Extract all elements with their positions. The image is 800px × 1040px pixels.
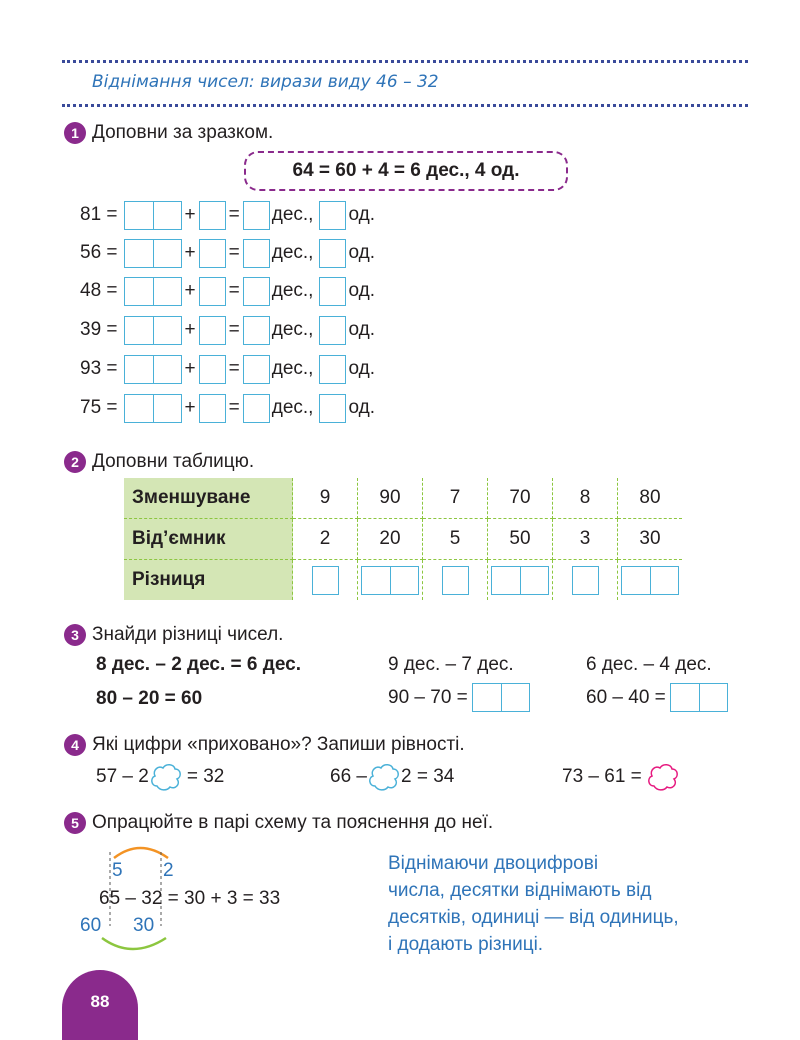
task3-badge: 3 <box>64 624 86 646</box>
answer-box-double[interactable] <box>124 355 182 384</box>
answer-box-double[interactable] <box>124 316 182 345</box>
explanation-line: числа, десятки віднімають від <box>388 880 652 901</box>
task1-row <box>80 353 375 385</box>
row-number: 56 = <box>80 242 118 263</box>
plus-sign: + <box>184 358 196 379</box>
table-cell: 20 <box>358 519 423 560</box>
task4-expr3 <box>562 762 681 792</box>
equals-sign: = <box>228 319 240 340</box>
row-label-subtrahend: Від’ємник <box>124 519 293 560</box>
scheme-bottom-left: 60 <box>80 915 102 936</box>
answer-box-double[interactable] <box>670 683 728 712</box>
row-number: 48 = <box>80 280 118 301</box>
task4-expr1 <box>96 762 224 792</box>
answer-box[interactable] <box>243 201 270 230</box>
table-cell: 2 <box>293 519 358 560</box>
task1-sample: 64 = 60 + 4 = 6 дес., 4 од. <box>244 151 568 191</box>
units-label: од. <box>348 319 375 340</box>
table-cell: 7 <box>423 478 488 519</box>
task3-ex2 <box>586 683 728 712</box>
answer-box[interactable] <box>312 566 339 595</box>
equals-sign: = <box>228 397 240 418</box>
explanation-line: десятків, одиниці — від одиниць, <box>388 907 679 928</box>
task3-ex2-tens: 6 дес. – 4 дес. <box>586 654 712 675</box>
answer-box-double[interactable] <box>621 566 679 595</box>
tens-label: дес., <box>271 397 314 418</box>
task3-title: Знайди різниці чисел. <box>92 624 284 645</box>
answer-box[interactable] <box>442 566 469 595</box>
expr1-left: 57 – 2 <box>96 766 149 787</box>
answer-box[interactable] <box>319 201 346 230</box>
row-label-minuend: Зменшуване <box>124 478 293 519</box>
answer-box-double[interactable] <box>361 566 419 595</box>
tens-label: дес., <box>271 319 314 340</box>
units-label: од. <box>348 280 375 301</box>
answer-box[interactable] <box>199 394 226 423</box>
bottom-dotted-rule <box>62 104 748 107</box>
task3-ex2-nums: 60 – 40 = <box>586 686 666 708</box>
task1-row <box>80 237 375 269</box>
answer-box[interactable] <box>243 316 270 345</box>
answer-box[interactable] <box>319 355 346 384</box>
answer-box-double[interactable] <box>124 394 182 423</box>
row-number: 75 = <box>80 397 118 418</box>
page-number: 88 <box>62 970 138 1040</box>
task4-expr2 <box>330 762 454 792</box>
table-cell: 5 <box>423 519 488 560</box>
task1-badge: 1 <box>64 122 86 144</box>
answer-box[interactable] <box>243 394 270 423</box>
hidden-digit-cloud[interactable] <box>367 762 401 792</box>
row-number: 81 = <box>80 204 118 225</box>
units-label: од. <box>348 397 375 418</box>
expr2-left: 66 – <box>330 766 367 787</box>
units-label: од. <box>348 358 375 379</box>
expr1-right: = 32 <box>186 766 225 787</box>
expr2-right: 2 = 34 <box>400 766 455 787</box>
hidden-digit-cloud[interactable] <box>645 762 681 792</box>
tens-label: дес., <box>271 242 314 263</box>
task1-row <box>80 275 375 307</box>
row-number: 39 = <box>80 319 118 340</box>
task4-title: Які цифри «приховано»? Запиши рівності. <box>92 734 465 755</box>
row-label-difference: Різниця <box>124 560 293 601</box>
plus-sign: + <box>184 319 196 340</box>
equals-sign: = <box>228 204 240 225</box>
task5-badge: 5 <box>64 812 86 834</box>
hidden-digit-cloud[interactable] <box>149 762 183 792</box>
plus-sign: + <box>184 397 196 418</box>
units-label: од. <box>348 204 375 225</box>
row-number: 93 = <box>80 358 118 379</box>
scheme-top-left: 5 <box>112 860 123 881</box>
task3-ex1 <box>388 683 530 712</box>
table-cell: 80 <box>618 478 683 519</box>
answer-box[interactable] <box>199 239 226 268</box>
task4-badge: 4 <box>64 734 86 756</box>
difference-table <box>124 478 682 600</box>
table-cell: 30 <box>618 519 683 560</box>
task5-explanation <box>388 850 679 958</box>
explanation-line: і додають різниці. <box>388 934 544 955</box>
task3-example-tens: 8 дес. – 2 дес. = 6 дес. <box>96 654 301 675</box>
table-cell: 9 <box>293 478 358 519</box>
answer-box-double[interactable] <box>124 239 182 268</box>
answer-box[interactable] <box>243 355 270 384</box>
task3-ex1-tens: 9 дес. – 7 дес. <box>388 654 514 675</box>
answer-box[interactable] <box>199 201 226 230</box>
explanation-line: Віднімаючи двоцифрові <box>388 853 599 874</box>
top-dotted-rule <box>62 60 748 63</box>
task2-title: Доповни таблицю. <box>92 451 255 472</box>
table-cell: 3 <box>553 519 618 560</box>
answer-box[interactable] <box>319 239 346 268</box>
answer-box[interactable] <box>319 277 346 306</box>
equals-sign: = <box>228 242 240 263</box>
task3-ex1-nums: 90 – 70 = <box>388 686 468 708</box>
answer-box-double[interactable] <box>124 201 182 230</box>
expr3-left: 73 – 61 = <box>562 766 642 787</box>
plus-sign: + <box>184 204 196 225</box>
plus-sign: + <box>184 242 196 263</box>
equals-sign: = <box>228 358 240 379</box>
tens-label: дес., <box>271 204 314 225</box>
scheme-top-right: 2 <box>163 860 174 881</box>
task1-row <box>80 392 375 424</box>
answer-box[interactable] <box>572 566 599 595</box>
table-cell: 90 <box>358 478 423 519</box>
task1-row <box>80 314 375 346</box>
task5-title: Опрацюйте в парі схему та пояснення до неї. <box>92 812 494 833</box>
answer-box[interactable] <box>243 277 270 306</box>
answer-box[interactable] <box>199 277 226 306</box>
equals-sign: = <box>228 280 240 301</box>
answer-box[interactable] <box>319 316 346 345</box>
task1-row <box>80 199 375 231</box>
task3-example-nums: 80 – 20 = 60 <box>96 688 203 709</box>
task1-title: Доповни за зразком. <box>92 122 274 143</box>
answer-box[interactable] <box>319 394 346 423</box>
plus-sign: + <box>184 280 196 301</box>
answer-box-double[interactable] <box>491 566 549 595</box>
tens-label: дес., <box>271 280 314 301</box>
answer-box[interactable] <box>199 355 226 384</box>
answer-box-double[interactable] <box>472 683 530 712</box>
answer-box-double[interactable] <box>124 277 182 306</box>
answer-box[interactable] <box>199 316 226 345</box>
answer-box[interactable] <box>243 239 270 268</box>
scheme-bottom-right: 30 <box>133 915 155 936</box>
scheme-equation: 65 – 32 = 30 + 3 = 33 <box>99 888 281 909</box>
units-label: од. <box>348 242 375 263</box>
table-cell: 50 <box>488 519 553 560</box>
table-cell: 8 <box>553 478 618 519</box>
topic-title: Віднімання чисел: вирази виду 46 – 32 <box>92 72 439 92</box>
tens-label: дес., <box>271 358 314 379</box>
table-cell: 70 <box>488 478 553 519</box>
task2-badge: 2 <box>64 451 86 473</box>
